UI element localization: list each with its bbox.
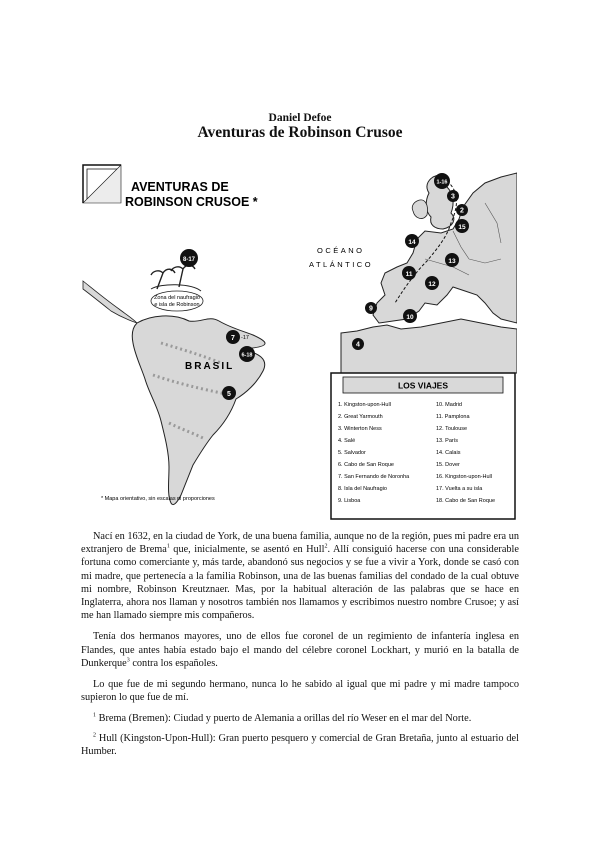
marker-5-text: 5 [227,391,231,398]
marker-1-16-text: 1-16 [436,179,448,186]
legend-item-10: 10. Madrid [436,402,462,408]
paragraph-3: Lo que fue de mi segundo hermano, nunca lo he sabido al igual que mi padre y mi madre tampoco supieron lo que fue de mí. [81,679,519,704]
paragraph-1-part-c: . Allí consiguió hacerse con una considerable fortuna como comerciante y, más tarde, abandonó sus negocios y se fue a vivir a York, donde se casó con mi madre, que pertenecía a la familia Robinson, una de las buenas familias del condado de la cual obtuve mi nombre, Robinson Kreutznaer. Mas, por la habitual alteración de las palabras que se hace en Inglaterra, ahora nos llaman y nosotros también nos llamamos y escribimos nuestro nombre Crusoe; y así me han llamado siempre mis compañeros. [81,544,519,622]
marker-7-text: 7 [231,335,235,342]
marker-11-text: 11 [405,271,413,278]
legend-item-3: 3. Winterton Ness [338,426,382,432]
brasil-label: BRASIL [185,361,235,372]
paragraph-1-part-a: Nací en 1632, en la ciudad de York, de una buena familia, aunque no de la región, pues mi padre era un extranjero de Brema [81,531,519,556]
marker-7-suffix: -17 [241,335,249,341]
marker-6-18-text: 6-18 [241,352,253,359]
footnote-1-text: Brema (Bremen): Ciudad y puerto de Alemania a orillas del río Weser en el mar del Norte. [96,713,472,724]
island-label-line1: Zona del naufragio [154,295,200,301]
marker-15-text: 15 [458,224,466,231]
marker-4-text: 4 [356,341,360,349]
legend-item-6: 6. Cabo de San Roque [338,462,394,468]
map-frame-corner [83,165,121,203]
map-title-line1: AVENTURAS DE [131,180,229,194]
legend-item-7: 7. San Fernando de Noronha [338,474,410,480]
north-africa-coast [341,319,517,373]
legend-item-14: 14. Calais [436,450,461,456]
voyage-map [81,163,517,523]
marker-10-text: 10 [406,314,414,321]
marker-9-text: 9 [369,305,373,313]
paragraph-2-part-b: contra los españoles. [129,657,218,669]
legend-item-9: 9. Lisboa [338,498,361,504]
legend-item-1: 1. Kingston-upon-Hull [338,402,391,408]
paragraph-2 [81,630,519,670]
footnotes [81,712,519,766]
ireland [412,200,427,219]
island-label-line2: e isla de Robinson [154,302,200,308]
island-marker-text: 8-17 [182,257,196,263]
paragraph-1-part-b: que, inicialmente, se asentó en Hull [169,544,325,556]
central-america-landmass [83,281,137,323]
marker-13-text: 13 [448,258,456,265]
ocean-label-line1: OCÉANO [317,246,365,255]
legend-item-4: 4. Salé [338,438,356,444]
legend-box [331,373,515,519]
footnote-ref-3: 3 [126,657,130,664]
author-name: Daniel Defoe [268,112,332,124]
map-title-line2: ROBINSON CRUSOE * [125,195,258,209]
ocean-label-line2: ATLÁNTICO [309,260,374,269]
legend-item-8: 8. Isla del Naufragio [338,486,387,492]
legend-item-16: 16. Kingston-upon-Hull [436,474,492,480]
legend-item-17: 17. Vuelta a su isla [436,486,483,492]
footnote-ref-2: 2 [324,543,328,550]
legend-heading: LOS VIAJES [397,380,449,391]
legend-item-12: 12. Toulouse [436,426,468,432]
legend-item-11: 11. Pamplona [436,414,470,420]
legend-item-15: 15. Dover [436,462,460,468]
map-note: * Mapa orientativo, sin escalas ni proporciones [101,496,215,502]
marker-12-text: 12 [428,281,436,288]
marker-3-text: 3 [451,193,455,201]
book-title: Aventuras de Robinson Crusoe [197,124,403,141]
footnote-2-text: Hull (Kingston-Upon-Hull): Gran puerto pesquero y comercial de Gran Bretaña, junto al estuario del Humber. [81,733,519,758]
paragraph-1 [81,530,519,622]
footnote-1-number: 1 [93,712,96,719]
paragraph-2-part-a: Tenía dos hermanos mayores, uno de ellos fue coronel de un regimiento de infantería inglesa en Flandes, que antes había estado bajo el mando del célebre coronel Lockhart, y murió en la batalla de Dunkerque [81,631,519,669]
legend-item-2: 2. Great Yarmouth [338,414,383,420]
legend-item-13: 13. París [436,438,459,444]
south-america-landmass [132,316,265,505]
main-text [81,530,519,712]
footnote-2-number: 2 [93,732,96,739]
marker-2-text: 2 [460,207,464,215]
footnote-2 [81,732,519,758]
footnote-1 [81,712,519,725]
legend-item-18: 18. Cabo de San Roque [436,498,496,504]
legend-item-5: 5. Salvador [338,450,366,456]
marker-14-text: 14 [408,239,416,246]
footnote-ref-1: 1 [166,543,170,550]
